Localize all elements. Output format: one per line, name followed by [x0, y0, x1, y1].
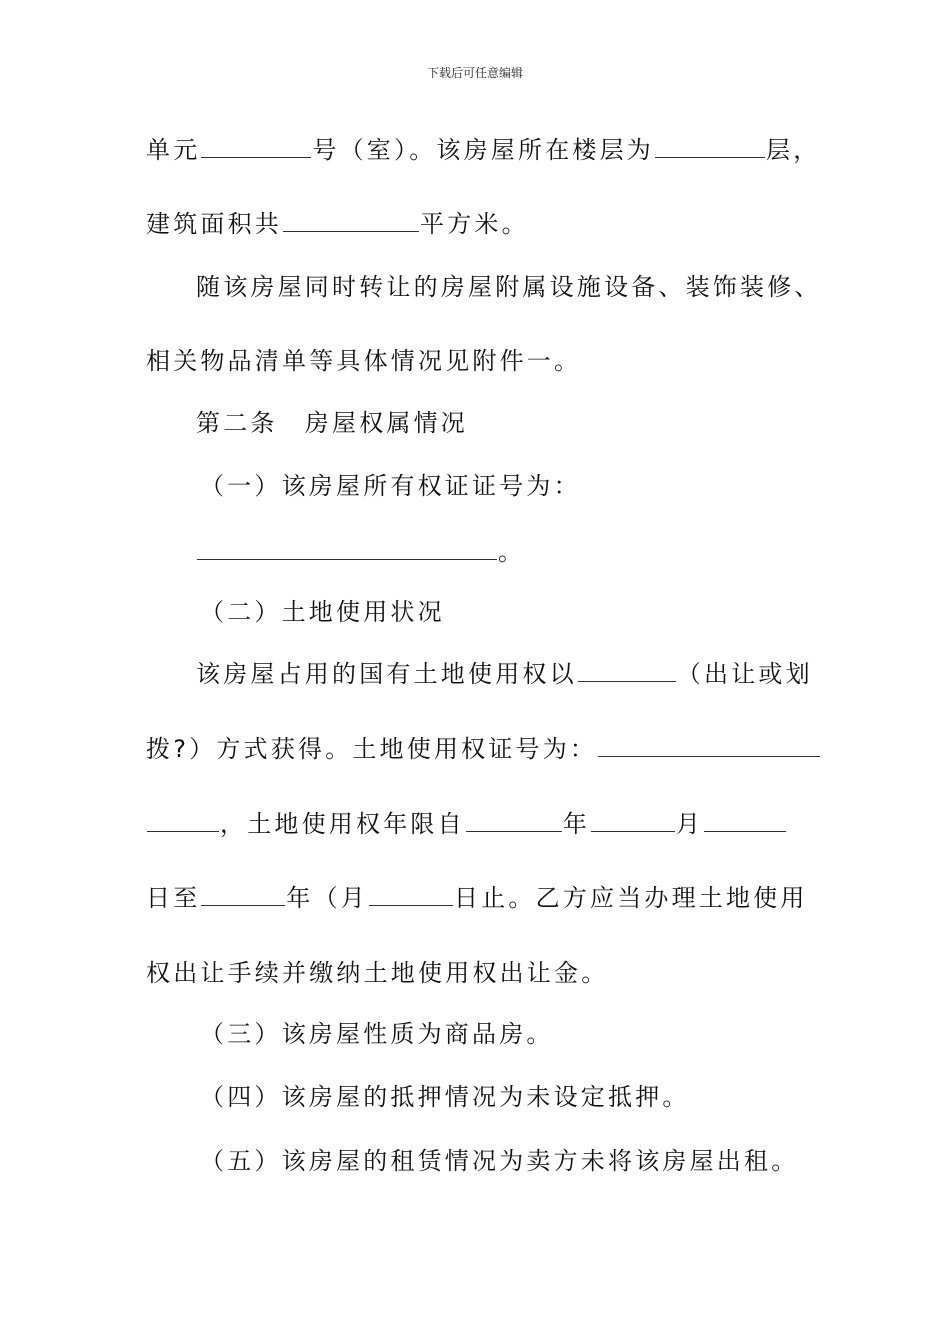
fill-blank	[147, 813, 219, 832]
paragraph-line: （四）该房屋的抵押情况为未设定抵押。	[200, 1083, 690, 1111]
paragraph-line	[146, 882, 808, 914]
fill-blank	[704, 813, 786, 832]
text-segment: ，土地使用权年限自	[220, 810, 465, 838]
paragraph-line	[146, 134, 820, 166]
paragraph-line: 权出让手续并缴纳土地使用权出让金。	[146, 959, 609, 987]
fill-blank	[201, 139, 311, 158]
fill-blank	[466, 813, 562, 832]
text-segment: 号（室）。该房屋所在楼层为	[312, 136, 655, 164]
text-segment: 建筑面积共	[146, 210, 282, 238]
text-segment: 年（月	[286, 884, 369, 912]
paragraph-line: （五）该房屋的租赁情况为卖方未将该房屋出租。	[200, 1147, 799, 1175]
text-segment: 月	[676, 810, 704, 838]
paragraph-line: （三）该房屋性质为商品房。	[200, 1020, 554, 1048]
paragraph-line	[146, 208, 529, 240]
paragraph-line	[196, 658, 813, 690]
fill-blank	[369, 887, 453, 906]
text-segment: 层，	[766, 136, 821, 164]
text-segment: 拨?）方式获得。土地使用权证号为：	[146, 735, 598, 763]
fill-blank	[655, 139, 765, 158]
page-header: 下载后可任意编辑	[426, 66, 523, 80]
text-segment: 日至	[146, 884, 201, 912]
fill-blank	[591, 813, 675, 832]
text-segment: （出让或划	[676, 660, 813, 688]
text-segment: 单元	[146, 136, 201, 164]
section-heading: 第二条 房屋权属情况	[196, 409, 468, 437]
text-segment: 平方米。	[420, 210, 529, 238]
fill-blank	[283, 213, 419, 232]
fill-blank	[578, 663, 676, 682]
fill-blank	[197, 541, 497, 560]
paragraph-line: 相关物品清单等具体情况见附件一。	[146, 347, 582, 375]
paragraph-line	[146, 808, 787, 840]
text-segment: 。	[498, 538, 526, 566]
text-segment: 日止。乙方应当办理土地使用	[454, 884, 808, 912]
fill-blank	[201, 887, 285, 906]
text-segment: 年	[562, 810, 591, 838]
paragraph-line: （一）该房屋所有权证证号为：	[200, 472, 581, 500]
fill-blank	[598, 738, 820, 757]
paragraph-line: 随该房屋同时转让的房屋附属设施设备、装饰装修、	[196, 273, 822, 301]
text-segment: 该房屋占用的国有土地使用权以	[196, 660, 577, 688]
paragraph-line	[146, 733, 821, 765]
section-heading: （二）土地使用状况	[200, 598, 445, 626]
paragraph-line	[196, 536, 525, 568]
